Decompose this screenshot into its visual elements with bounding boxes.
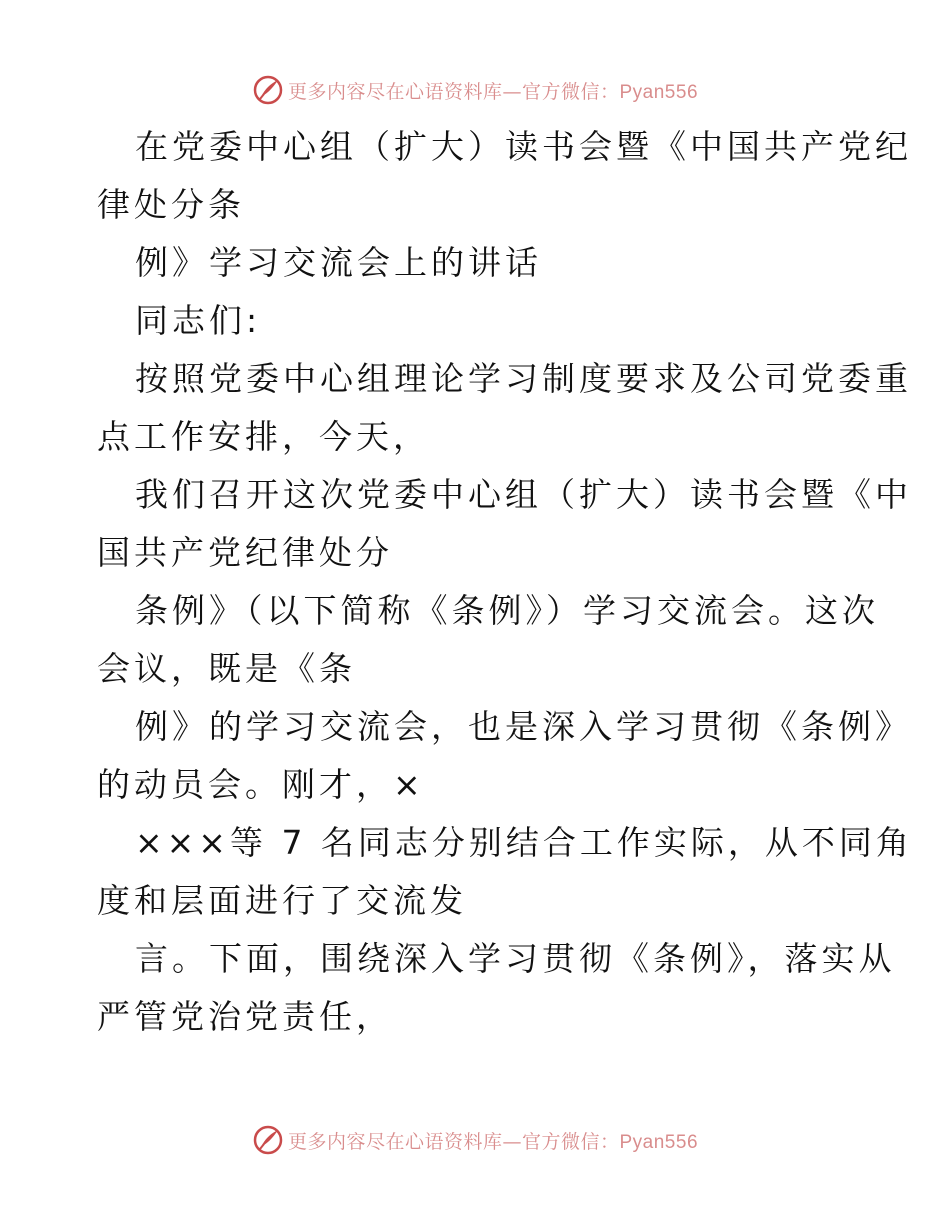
header-watermark (0, 70, 950, 110)
paragraph-body (97, 698, 912, 814)
paragraph-body (97, 814, 913, 930)
paragraph-line: 的动员会。刚才，× (97, 765, 425, 804)
paragraph-body (97, 930, 896, 1046)
watermark-text: 更多内容尽在心语资料库—官方微信：Pyan556 (287, 80, 699, 103)
footer-watermark (0, 1120, 950, 1160)
paragraph-salutation (97, 292, 857, 350)
watermark-text: 更多内容尽在心语资料库—官方微信：Pyan556 (287, 1130, 699, 1153)
paragraph-line: 严管党治党责任， (97, 997, 393, 1036)
paragraph-body (97, 350, 912, 466)
paragraph-line: 言。下面，围绕深入学习贯彻《条例》，落实从 (135, 939, 896, 978)
paragraph-line: 例》的学习交流会，也是深入学习贯彻《条例》 (135, 707, 912, 746)
paragraph-line: 同志们: (135, 301, 262, 340)
paragraph-line: 点工作安排，今天， (97, 417, 430, 456)
paragraph-title-1 (97, 118, 912, 234)
paragraph-line: 国共产党纪律处分 (97, 533, 393, 572)
paragraph-line: 律处分条 (97, 185, 245, 224)
paragraph-line: 度和层面进行了交流发 (97, 881, 467, 920)
paragraph-line: 例》学习交流会上的讲话 (135, 243, 542, 282)
paragraph-line: 我们召开这次党委中心组（扩大）读书会暨《中 (135, 475, 912, 514)
paragraph-line: ×××等 7 名同志分别结合工作实际，从不同角 (135, 823, 913, 862)
quill-logo-icon (252, 74, 284, 106)
quill-logo-icon (252, 1124, 284, 1156)
paragraph-body (97, 466, 912, 582)
document-body (97, 118, 913, 1046)
paragraph-body (97, 582, 879, 698)
paragraph-line: 按照党委中心组理论学习制度要求及公司党委重 (135, 359, 912, 398)
paragraph-line: 在党委中心组（扩大）读书会暨《中国共产党纪 (135, 127, 912, 166)
paragraph-title-2 (97, 234, 857, 292)
paragraph-line: 条例》（以下简称《条例》）学习交流会。这次 (135, 591, 879, 630)
paragraph-line: 会议，既是《条 (97, 649, 356, 688)
